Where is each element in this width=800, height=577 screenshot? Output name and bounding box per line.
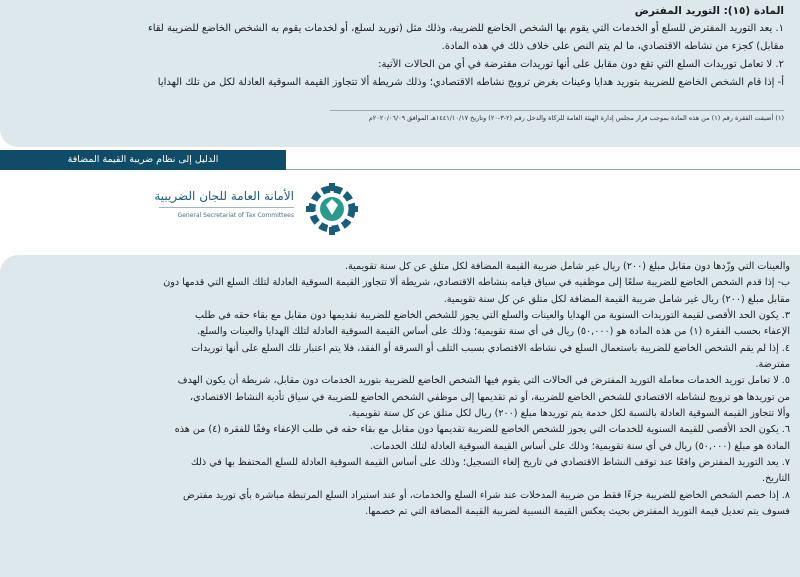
organization-name-arabic: الأمانة العامة للجان الضريبية bbox=[154, 189, 294, 203]
body-line: الإعفاء بحسب الفقرة (١) من هذه المادة هو (٥٠,٠٠٠) ريال في أي سنة تقويمية؛ وذلك على أساس القيمة السوقية العادلة لتلك الهدايا والعينات والسلع. bbox=[197, 326, 790, 338]
body-line: ٧. يعد التوريد المفترض واقعًا عند توقف النشاط الاقتصادي في تاريخ إلغاء التسجيل؛ وذلك على أساس القيمة السوقية العادلة للسلع المحتفظ بها في ذلك bbox=[190, 457, 790, 469]
body-line: من توريدها هو ترويج لنشاطه الاقتصادي للشخص الخاضع للضريبة، أو تم تقديمها إلى موظفي الشخص الخاضع للضريبة في سياق تأدية النشاط الاقتصادي، bbox=[190, 391, 790, 403]
body-line: التاريخ. bbox=[762, 473, 790, 485]
body-line: مفترضة. bbox=[755, 359, 790, 371]
body-line: مقابل مبلغ (٢٠٠) ريال غير شامل ضريبة القيمة المضافة لكل متلق عن كل سنة تقويمية. bbox=[443, 293, 790, 305]
footnote: (١) أضيفت الفقرة رقم (١) من هذه المادة بموجب قرار مجلس إدارة الهيئة العامة للزكاة والدخل رقم (٢-٣-٢٠) وتاريخ ١٤٤١/١٠/١٧هـ الموافق ٢٠٢٠/٠٦/٠٩م bbox=[368, 114, 784, 122]
article-line: مقابل) كجزء من نشاطه الاقتصادي، ما لم يتم النص على خلاف ذلك في هذه المادة. bbox=[441, 41, 784, 52]
organization-name-english: General Secretariat of Tax Committees bbox=[177, 212, 294, 219]
main-text-panel bbox=[0, 255, 800, 577]
article-line: ٢. لا تعامل توريدات السلع التي تقع دون مقابل على أنها توريدات مفترضة في أي من الحالات الآتية: bbox=[378, 59, 784, 70]
guide-title-banner: الدليل إلى نظام ضريبة القيمة المضافة bbox=[0, 150, 286, 170]
tax-committees-emblem-icon bbox=[304, 181, 360, 239]
footnote-divider bbox=[330, 110, 784, 111]
top-text-panel bbox=[0, 0, 800, 147]
banner-divider bbox=[286, 169, 800, 170]
body-line: ٨. إذا خصم الشخص الخاضع للضريبة جزءًا فقط من ضريبة المدخلات عند شراء السلع والخدمات، أو عند استيراد السلع المرتبطة مباشرة بأي توريد مفترض bbox=[183, 489, 790, 501]
organization-logo bbox=[150, 181, 360, 239]
body-line: المادة هو مبلغ (٥٠,٠٠٠) ريال في أي سنة تقويمية؛ وذلك على أساس القيمة السوقية العادلة لتلك الخدمات. bbox=[369, 440, 790, 452]
logo-divider bbox=[159, 207, 294, 208]
body-line: ٣. يكون الحد الأقصى لقيمة التوريدات السنوية من الهدايا والعينات والسلع التي يجوز للشخص الخاضع للضريبة تقديمها دون مقابل مع بقاء حقه في طلب bbox=[194, 310, 790, 322]
body-line: والعينات التي وزّدها دون مقابل مبلغ (٢٠٠) ريال غير شامل ضريبة القيمة المضافة لكل متلق عن كل سنة تقويمية. bbox=[344, 261, 790, 272]
article-line: ١. يعد التوريد المفترض للسلع أو الخدمات التي يقوم بها الشخص الخاضع للضريبة، وذلك مثل (توريد لسلع، أو لخدمات يقوم به الشخص الخاضع للضريبة لقاء bbox=[148, 23, 784, 34]
article-line: أ- إذا قام الشخص الخاضع للضريبة بتوريد هدايا وعينات بغرض ترويج نشاطه الاقتصادي؛ وذلك شريطة ألا تتجاوز القيمة السوقية العادلة لكل من تلك الهدايا bbox=[157, 77, 784, 88]
body-line: ٦. يكون الحد الأقصى للقيمة السنوية للخدمات التي يجوز للشخص الخاضع للضريبة تقديمها دون مقابل مع بقاء حقه في طلب الإعفاء وفقًا للفقرة (٤) من هذه bbox=[174, 424, 790, 436]
body-line: وألا تتجاوز القيمة السوقية العادلة بالنسبة لكل خدمة يتم توريدها مبلغ (٢٠٠) ريال لكل متلق عن كل سنة تقويمية. bbox=[348, 408, 790, 420]
body-line: فسوف يتم تعديل قيمة التوريد المفترض بحيث يعكس القيمة النسبية لضريبة القيمة المضافة التي تم خصمها. bbox=[365, 506, 790, 518]
body-line: ب- إذا قدم الشخص الخاضع للضريبة سلعًا إلى موظفيه في سياق قيامه بنشاطه الاقتصادي، شريطة ألا تتجاوز القيمة السوقية العادلة لتلك السلع التي قدمها دون bbox=[163, 277, 790, 289]
article-heading: المادة (١٥): التوريد المفترض bbox=[634, 5, 784, 17]
body-line: ٥. لا تعامل توريد الخدمات معاملة التوريد المفترض في الحالات التي يقوم فيها الشخص الخاضع للضريبة بتوريد الخدمات دون مقابل، شريطة أن يكون الهدف bbox=[177, 375, 790, 387]
body-line: ٤. إذا لم يقم الشخص الخاضع للضريبة باستعمال السلع في نشاطه الاقتصادي بسبب التلف أو السرقة أو الفقد، فلا يتم اعتبار تلك السلع على أنها توريدات bbox=[191, 342, 790, 354]
